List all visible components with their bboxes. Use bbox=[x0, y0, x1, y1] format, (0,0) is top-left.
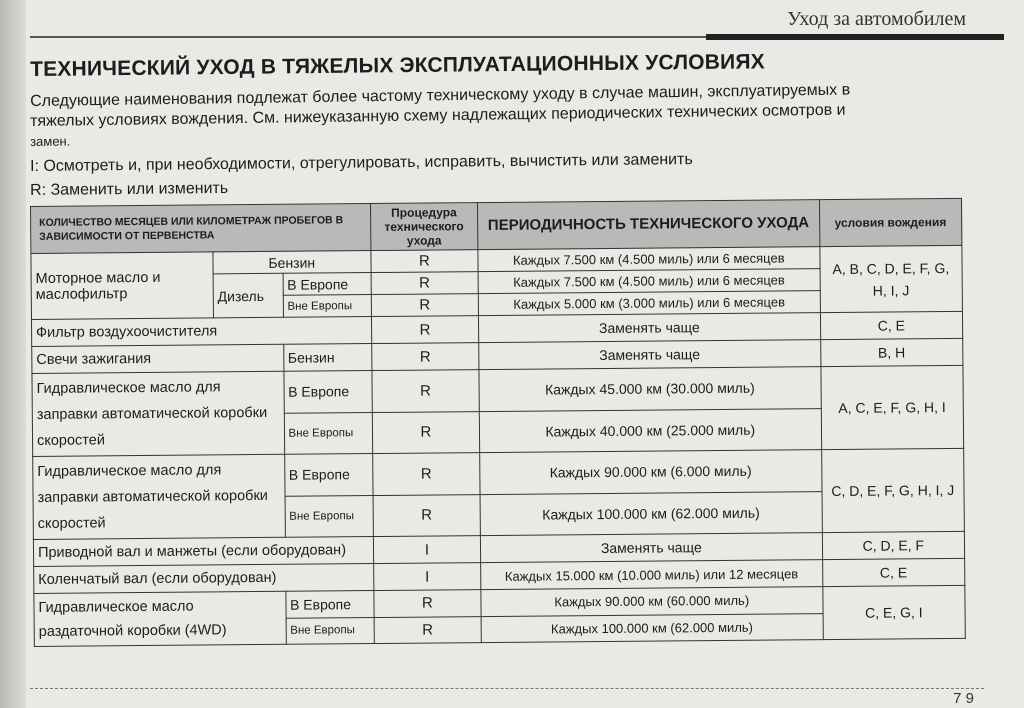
air-filter-code: R bbox=[371, 316, 479, 344]
header-period: ПЕРИОДИЧНОСТЬ ТЕХНИЧЕСКОГО УХОДА bbox=[478, 200, 820, 250]
header-procedure: Процедура технического ухода bbox=[370, 203, 478, 251]
oil-period-1: Каждых 7.500 км (4.500 миль) или 6 месяцев bbox=[478, 247, 820, 272]
atf2-conditions: C, D, E, F, G, H, I, J bbox=[821, 448, 964, 532]
oil-code-2: R bbox=[371, 272, 478, 295]
atf1-name: Гидравлическое масло для заправки автоматической коробки скоростей bbox=[32, 371, 284, 456]
atf2-in-europe: В Европе bbox=[284, 454, 373, 496]
intro-line-3: замен. bbox=[30, 133, 71, 149]
air-filter-period: Заменять чаще bbox=[479, 313, 821, 343]
transfer-code-2: R bbox=[374, 616, 482, 643]
page-binding-shadow bbox=[0, 0, 26, 708]
atf1-period-2: Каждых 40.000 км (25.000 миль) bbox=[479, 408, 821, 452]
section-header: Уход за автомобилем bbox=[787, 8, 966, 30]
atf1-code-1: R bbox=[372, 370, 480, 412]
page-number: 7 9 bbox=[953, 690, 974, 707]
atf2-name: Гидравлическое масло для заправки автоматической коробки скоростей bbox=[33, 454, 285, 539]
atf2-period-1: Каждых 90.000 км (6.000 миль) bbox=[480, 450, 822, 494]
transfer-period-2: Каждых 100.000 км (62.000 миль) bbox=[481, 613, 823, 642]
header-conditions: условия вождения bbox=[819, 198, 962, 246]
transfer-outside-europe: Вне Европы bbox=[286, 617, 374, 644]
atf2-outside-europe: Вне Европы bbox=[285, 495, 374, 537]
air-filter-conditions: C, E bbox=[820, 311, 963, 339]
header-item: КОЛИЧЕСТВО МЕСЯЦЕВ ИЛИ КИЛОМЕТРАЖ ПРОБЕГОВ В ЗАВИСИМОСТИ ОТ ПЕРВЕНСТВА bbox=[31, 204, 371, 254]
oil-petrol: Бензин bbox=[213, 251, 371, 274]
legend-i: I: Осмотреть и, при необходимости, отрегулировать, исправить, вычистить или заменить bbox=[30, 151, 693, 175]
plugs-conditions: B, H bbox=[820, 338, 963, 366]
transfer-code-1: R bbox=[374, 590, 482, 617]
page-title: ТЕХНИЧЕСКИЙ УХОД В ТЯЖЕЛЫХ ЭКСПЛУАТАЦИОННЫХ УСЛОВИЯХ bbox=[30, 50, 766, 81]
drive-shaft-period: Заменять чаще bbox=[480, 533, 822, 563]
intro-line-1: Следующие наименования подлежат более частому техническому уходу в случае машин, эксплуатируемых в bbox=[30, 81, 851, 110]
oil-conditions: A, B, C, D, E, F, G, H, I, J bbox=[819, 245, 962, 312]
intro-block bbox=[30, 50, 970, 200]
maintenance-table bbox=[30, 198, 966, 647]
oil-in-europe: В Европе bbox=[283, 273, 371, 296]
crankshaft-period: Каждых 15.000 км (10.000 миль) или 12 месяцев bbox=[481, 560, 823, 590]
atf1-outside-europe: Вне Европы bbox=[284, 412, 373, 454]
oil-name: Моторное масло и маслофильтр bbox=[31, 252, 213, 320]
oil-code-1: R bbox=[371, 250, 478, 273]
plugs-name: Свечи зажигания bbox=[32, 344, 284, 373]
oil-diesel: Дизель bbox=[213, 273, 283, 318]
transfer-name: Гидравлическое масло раздаточной коробки (4WD) bbox=[34, 591, 286, 646]
plugs-period: Заменять чаще bbox=[479, 340, 821, 370]
atf2-period-2: Каждых 100.000 км (62.000 миль) bbox=[480, 491, 822, 535]
footer-rule bbox=[30, 688, 984, 689]
plugs-sub: Бензин bbox=[283, 344, 371, 372]
atf2-code-2: R bbox=[373, 494, 481, 536]
drive-shaft-code: I bbox=[373, 536, 481, 564]
oil-period-2: Каждых 7.500 км (4.500 миль) или 6 месяцев bbox=[478, 269, 820, 294]
atf1-code-2: R bbox=[372, 411, 480, 453]
atf1-in-europe: В Европе bbox=[283, 371, 372, 413]
table-header-row bbox=[31, 198, 962, 253]
transfer-conditions: C, E, G, I bbox=[822, 585, 965, 639]
table-row bbox=[33, 448, 964, 498]
transfer-in-europe: В Европе bbox=[285, 591, 373, 618]
atf1-conditions: A, C, E, F, G, H, I bbox=[820, 365, 963, 449]
transfer-period-1: Каждых 90.000 км (60.000 миль) bbox=[481, 587, 823, 616]
oil-code-3: R bbox=[371, 294, 478, 317]
intro-line-2: тяжелых условиях вождения. См. нижеуказанную схему надлежащих периодических технических осмотров и bbox=[30, 101, 846, 130]
oil-period-3: Каждых 5.000 км (3.000 миль) или 6 месяцев bbox=[478, 291, 820, 316]
drive-shaft-name: Приводной вал и манжеты (если оборудован) bbox=[33, 537, 373, 567]
atf1-period-1: Каждых 45.000 км (30.000 миль) bbox=[479, 367, 821, 411]
header-rule-accent bbox=[706, 34, 1004, 40]
table-row bbox=[32, 365, 963, 415]
legend-r: R: Заменить или изменить bbox=[30, 179, 229, 199]
plugs-code: R bbox=[371, 343, 479, 371]
crankshaft-name: Коленчатый вал (если оборудован) bbox=[34, 564, 374, 594]
air-filter-name: Фильтр воздухоочистителя bbox=[31, 317, 371, 347]
drive-shaft-conditions: C, D, E, F bbox=[822, 531, 965, 559]
crankshaft-code: I bbox=[373, 563, 481, 591]
atf2-code-1: R bbox=[372, 453, 480, 495]
oil-outside-europe: Вне Европы bbox=[283, 295, 371, 318]
crankshaft-conditions: C, E bbox=[822, 558, 965, 586]
